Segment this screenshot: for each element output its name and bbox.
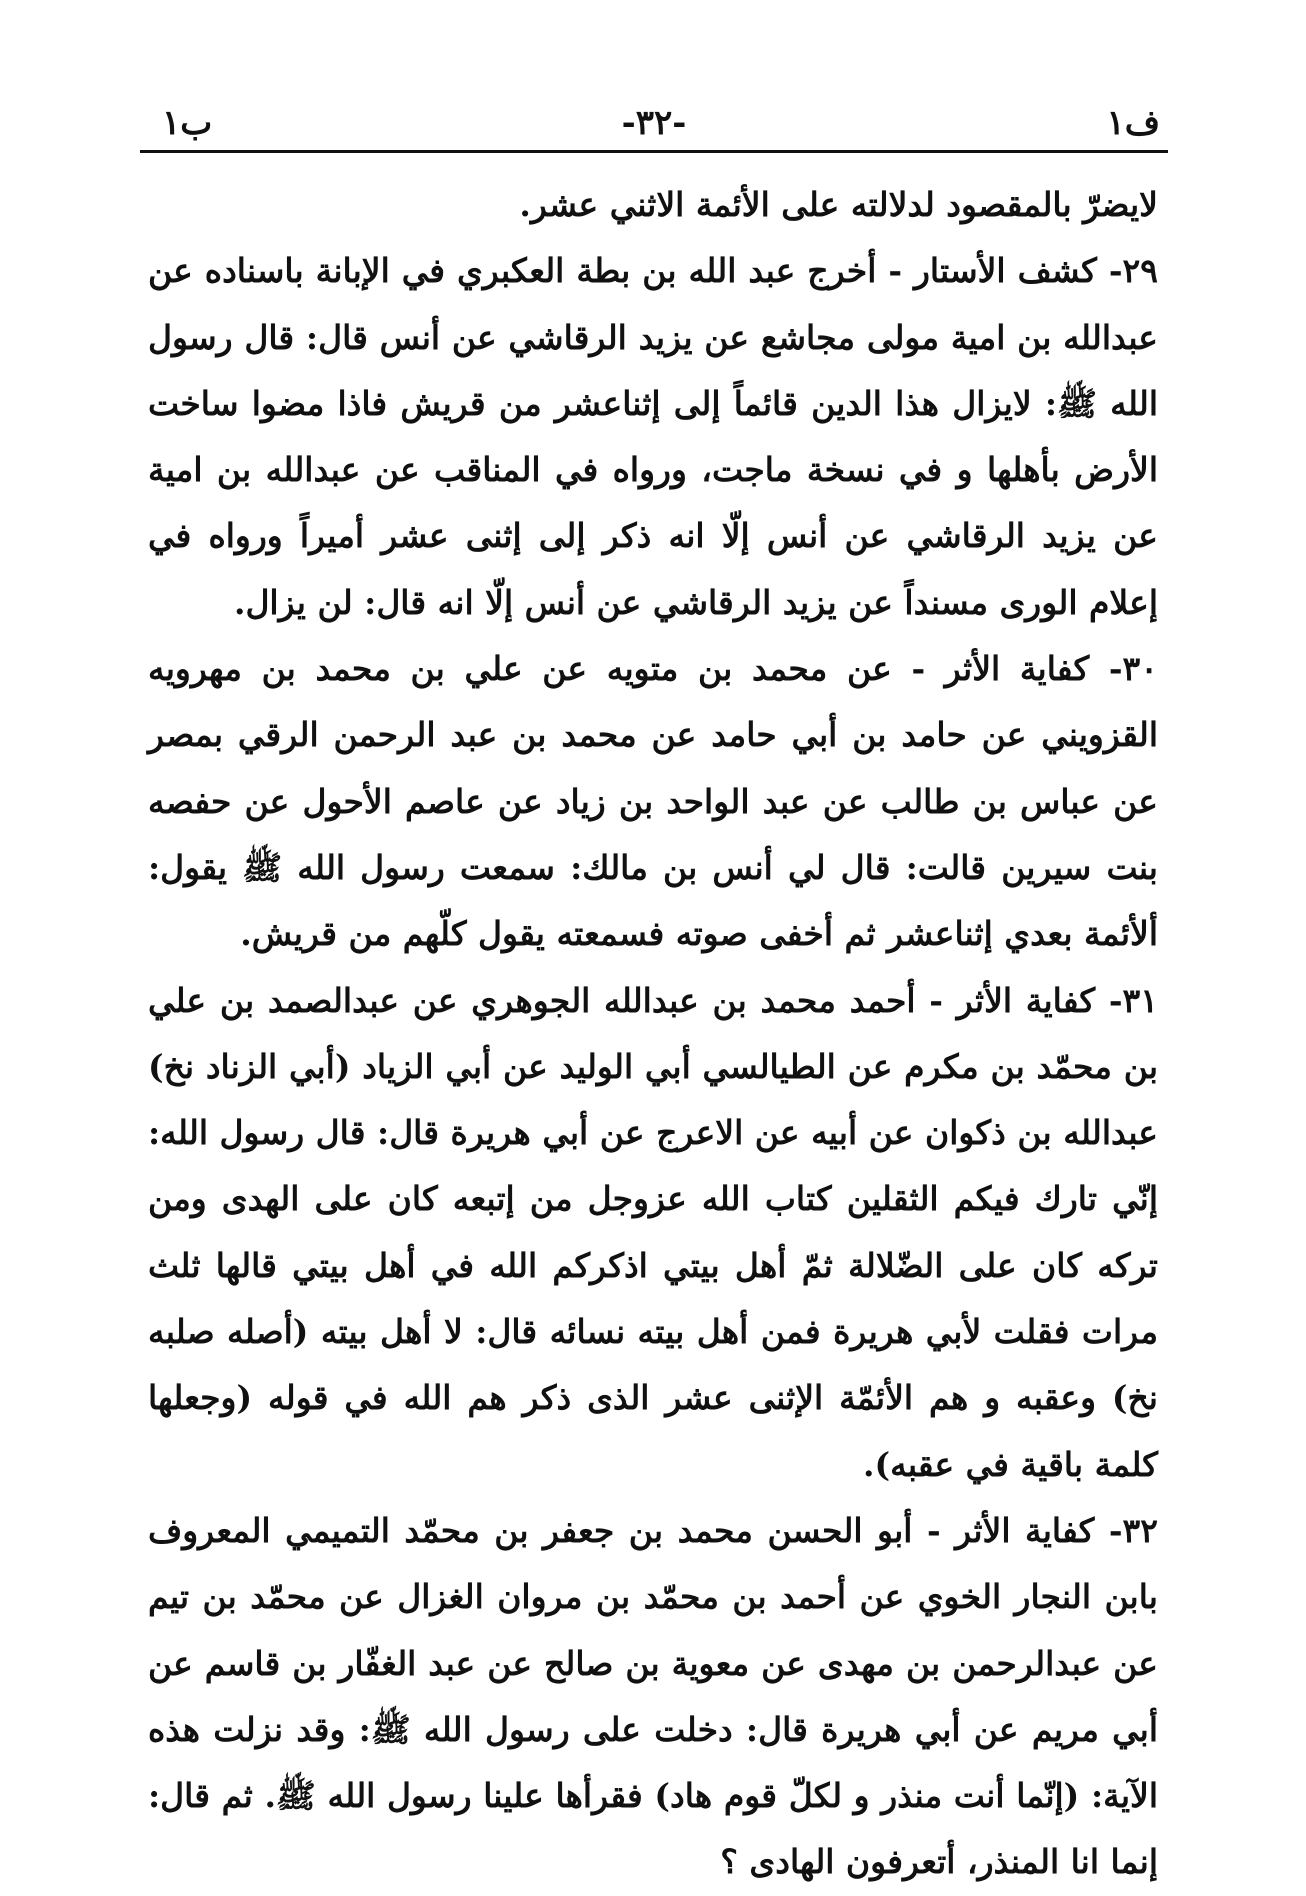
page-body xyxy=(148,172,1158,1896)
paragraph-continuation: لايضرّ بالمقصود لدلالته على الأئمة الاثني عشر. xyxy=(519,185,1158,224)
paragraph-31: ٣١- كفاية الأثر - أحمد محمد بن عبدالله الجوهري عن عبدالصمد بن علي بن محمّد بن مكرم عن الطيالسي أبي الوليد عن أبي الزياد (أبي الزناد نخ) عبدالله بن ذكوان عن أبيه عن الاعرج عن أبي هريرة قال: قال رسول الله: إنّي تارك فيكم الثقلين كتاب الله عزوجل من إتبعه كان على الهدى ومن تركه كان على الضّلالة ثمّ أهل بيتي اذكركم الله في أهل بيتي قالها ثلث مرات فقلت لأبي هريرة فمن أهل بيته نسائه قال: لا أهل بيته (أصله صلبه نخ) وعقبه و هم الأئمّة الإثنى عشر الذى ذكر هم الله في قوله (وجعلها كلمة باقية في عقبه). xyxy=(148,980,1158,1484)
page-number: -٣٢- xyxy=(621,103,687,143)
paragraph-29: ٢٩- كشف الأستار - أخرج عبد الله بن بطة العكبري في الإبانة باسناده عن عبدالله بن امية مولى مجاشع عن يزيد الرقاشي عن أنس قال: قال رسول الله ﷺ: لايزال هذا الدين قائماً إلى إثناعشر من قريش فاذا مضوا ساخت الأرض بأهلها و في نسخة ماجت، ورواه في المناقب عن عبدالله بن امية عن يزيد الرقاشي عن أنس إلّا انه ذكر إلى إثنى عشر أميراً ورواه في إعلام الورى مسنداً عن يزيد الرقاشي عن أنس إلّا انه قال: لن يزال. xyxy=(148,251,1158,622)
paragraph-32: ٣٢- كفاية الأثر - أبو الحسن محمد بن جعفر بن محمّد التميمي المعروف بابن النجار الخوي عن أحمد بن محمّد بن مروان الغزال عن محمّد بن تيم عن عبدالرحمن بن مهدى عن معوية بن صالح عن عبد الغفّار بن قاسم عن أبي مريم عن أبي هريرة قال: دخلت على رسول الله ﷺ: وقد نزلت هذه الآية: (إنّما أنت منذر و لكلّ قوم هاد) فقرأها علينا رسول الله ﷺ. ثم قال: إنما انا المنذر، أتعرفون الهادى ؟ xyxy=(148,1510,1158,1882)
paragraph-30: ٣٠- كفاية الأثر - عن محمد بن متويه عن علي بن محمد بن مهرويه القزويني عن حامد بن أبي حامد عن محمد بن عبد الرحمن الرقي بمصر عن عباس بن طالب عن عبد الواحد بن زياد عن عاصم الأحول عن حفصه بنت سيرين قالت: قال لي أنس بن مالك: سمعت رسول الله ﷺ يقول: ألأئمة بعدي إثناعشر ثم أخفى صوته فسمعته يقول كلّهم من قريش. xyxy=(148,649,1158,954)
folio-marker-left: ب١ xyxy=(162,103,213,143)
page-header xyxy=(140,98,1168,148)
header-rule xyxy=(140,150,1168,153)
folio-marker-right: ف١ xyxy=(1106,103,1160,143)
